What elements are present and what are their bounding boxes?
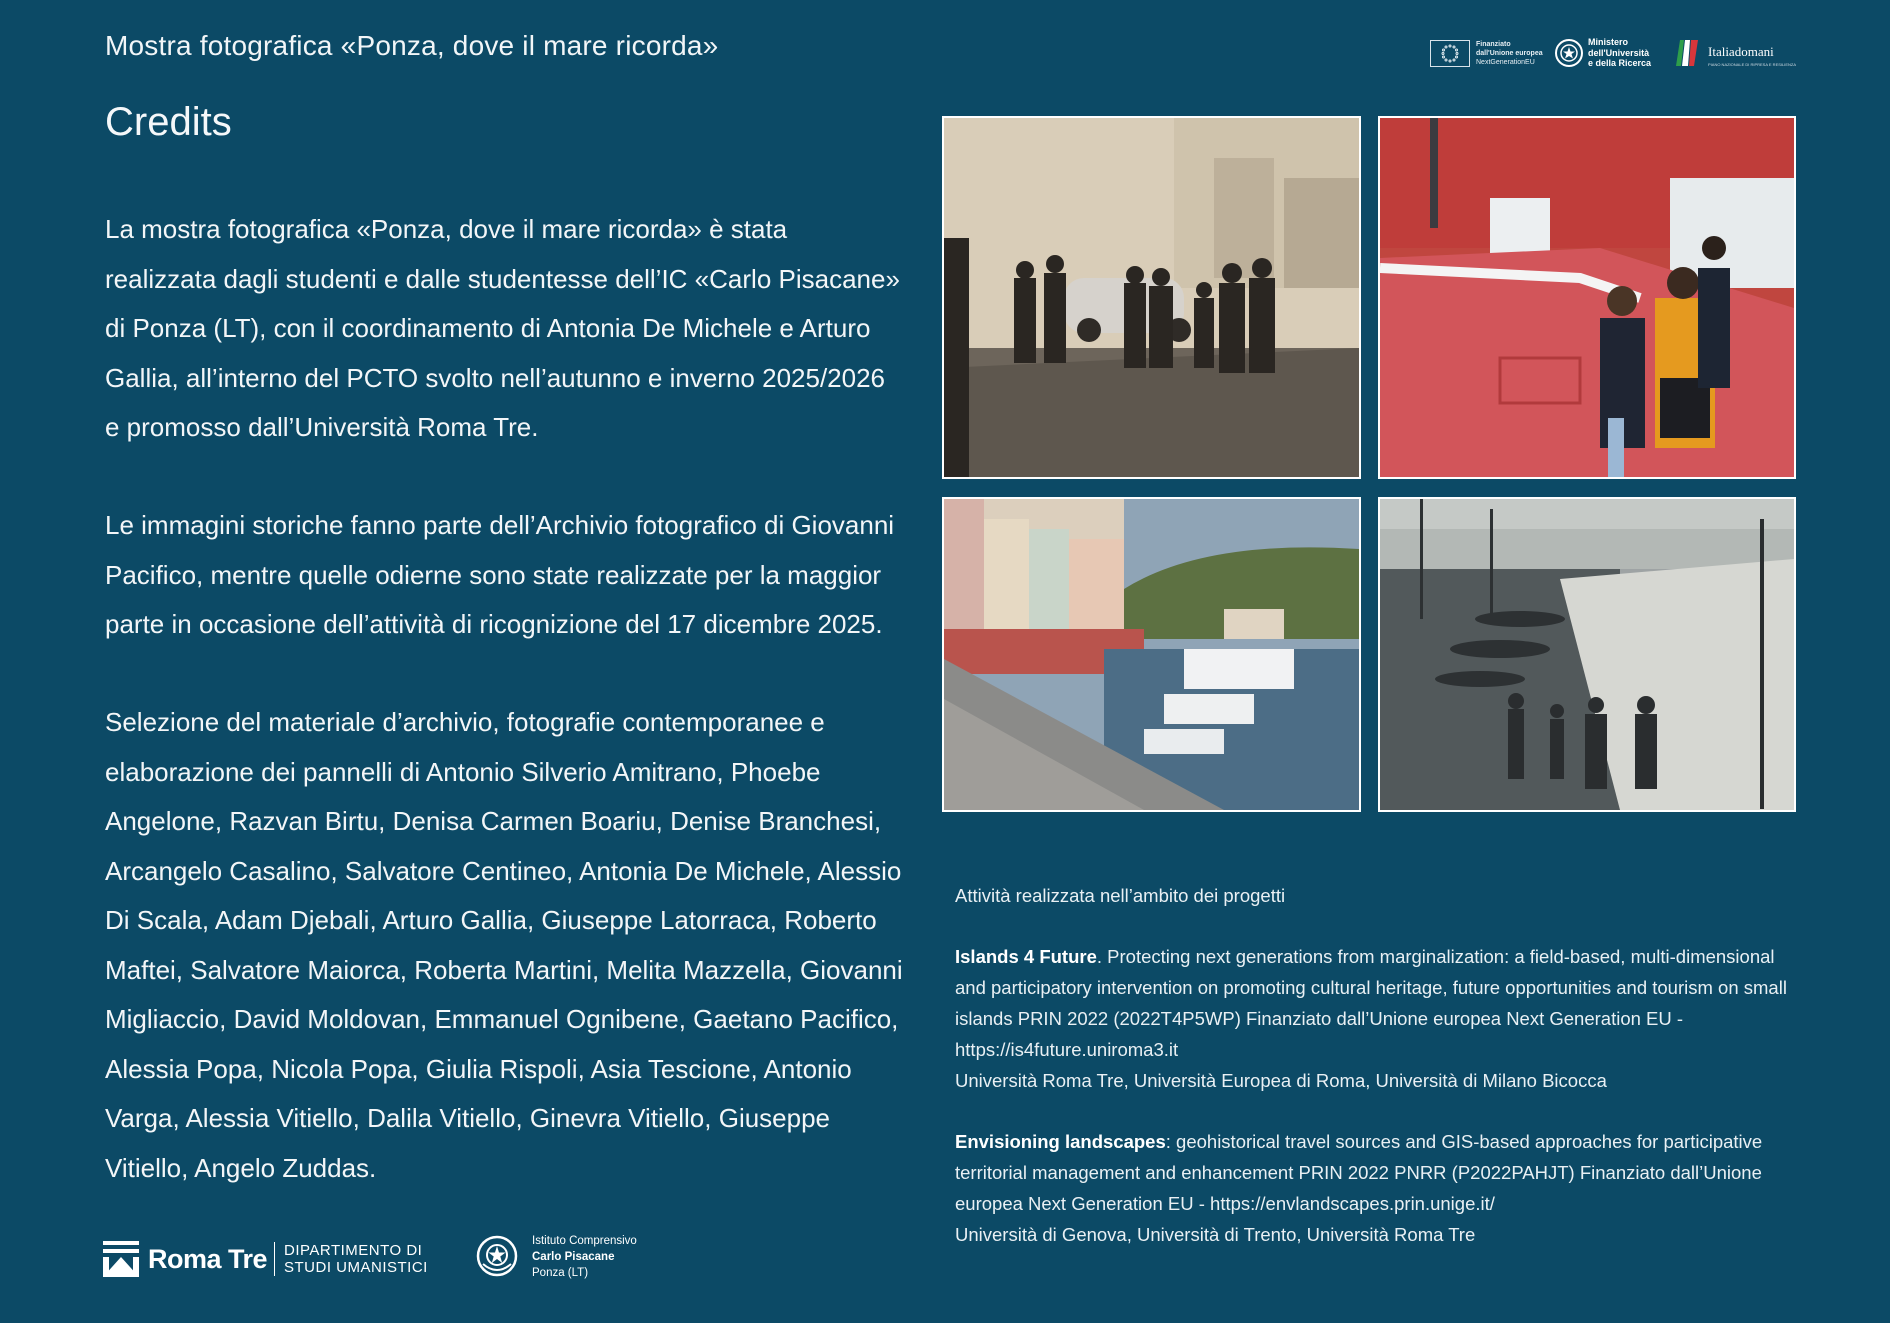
- department-name: DIPARTIMENTO DI STUDI UMANISTICI: [284, 1242, 428, 1276]
- photo-students-harbour-sepia: [942, 116, 1361, 479]
- eu-funding-text: Finanziato dall'Unione europea NextGenerationEU: [1476, 41, 1543, 66]
- photo-port-colored-houses: [942, 497, 1361, 812]
- italia-flag-icon: [1672, 36, 1702, 70]
- project-title: Islands 4 Future: [955, 946, 1097, 967]
- ministry-text: Ministero dell'Università e della Ricerca: [1588, 37, 1652, 68]
- exhibit-title: Mostra fotografica «Ponza, dove il mare ricorda»: [105, 30, 719, 61]
- project-description: : geohistorical travel sources and GIS-based approaches for participative territorial management and enhancement PRIN 2022 PNRR (P2022PAHJT) Finanziato dall’Unione europea Next Generation EU - https://envlandscapes.prin.unige.it/: [955, 1131, 1763, 1214]
- italian-republic-emblem-icon: [1554, 38, 1584, 68]
- project-partners: Università di Genova, Università di Trento, Università Roma Tre: [955, 1224, 1476, 1245]
- logo-divider: [274, 1242, 275, 1276]
- eu-flag-icon: [1430, 40, 1470, 67]
- italiadomani-subtext: PIANO NAZIONALE DI RIPRESA E RESILIENZA: [1708, 62, 1797, 67]
- credits-heading: Credits: [105, 100, 232, 144]
- roma-tre-logo-icon: [103, 1241, 139, 1277]
- funding-logos: [1430, 36, 1797, 76]
- italiadomani-text: Italiadomani: [1708, 44, 1774, 59]
- project-envisioning-landscapes: [955, 1126, 1795, 1219]
- project-title: Envisioning landscapes: [955, 1131, 1166, 1152]
- roma-tre-logo: [103, 1239, 433, 1279]
- roma-tre-name: Roma Tre: [148, 1244, 268, 1274]
- project-description: . Protecting next generations from marginalization: a field-based, multi-dimensional and participatory intervention on promoting cultural heritage, future opportunities and tourism on small islands PRIN 2022 (2022T4P5WP) Finanziato dall’Unione europea Next Generation EU - https://is4future.uniroma3.it: [955, 946, 1787, 1060]
- credits-paragraph: La mostra fotografica «Ponza, dove il mare ricorda» è stata realizzata dagli studenti e dalle studentesse dell’IC «Carlo Pisacane» di Ponza (LT), con il coordinamento di Antonia De Michele e Arturo Gallia, all’interno del PCTO svolto nell’autunno e inverno 2025/2026 e promosso dall’Università Roma Tre.: [105, 214, 900, 442]
- credits-paragraph: Selezione del materiale d’archivio, fotografie contemporanee e elaborazione dei pannelli di Antonio Silverio Amitrano, Phoebe Angelone, Razvan Birtu, Denisa Carmen Boariu, Denise Branchesi, Arcangelo Casalino, Salvatore Centineo, Antonia De Michele, Alessio Di Scala, Adam Djebali, Arturo Gallia, Giuseppe Latorraca, Roberto Maftei, Salvatore Maiorca, Roberta Martini, Melita Mazzella, Giovanni Migliaccio, David Moldovan, Emmanuel Ognibene, Gaetano Pacifico, Alessia Popa, Nicola Popa, Giulia Rispoli, Asia Tescione, Antonio Varga, Alessia Vitiello, Dalila Vitiello, Ginevra Vitiello, Giuseppe Vitiello, Angelo Zuddas.: [105, 707, 903, 1183]
- projects-intro: Attività realizzata nell’ambito dei progetti: [955, 885, 1286, 906]
- projects-section: [955, 880, 1795, 1250]
- italian-republic-emblem-icon: [475, 1234, 519, 1278]
- photo-students-red-wall: [1378, 116, 1796, 479]
- project-islands4future: [955, 941, 1795, 1065]
- school-name: Istituto Comprensivo Carlo Pisacane Ponza (LT): [532, 1235, 637, 1279]
- credits-paragraph: Le immagini storiche fanno parte dell’Archivio fotografico di Giovanni Pacifico, mentre quelle odierne sono state realizzate per la maggior parte in occasione dell’attività di ricognizione del 17 dicembre 2025.: [105, 510, 895, 639]
- photo-historic-port-bw: [1378, 497, 1796, 812]
- project-partners: Università Roma Tre, Università Europea di Roma, Università di Milano Bicocca: [955, 1070, 1607, 1091]
